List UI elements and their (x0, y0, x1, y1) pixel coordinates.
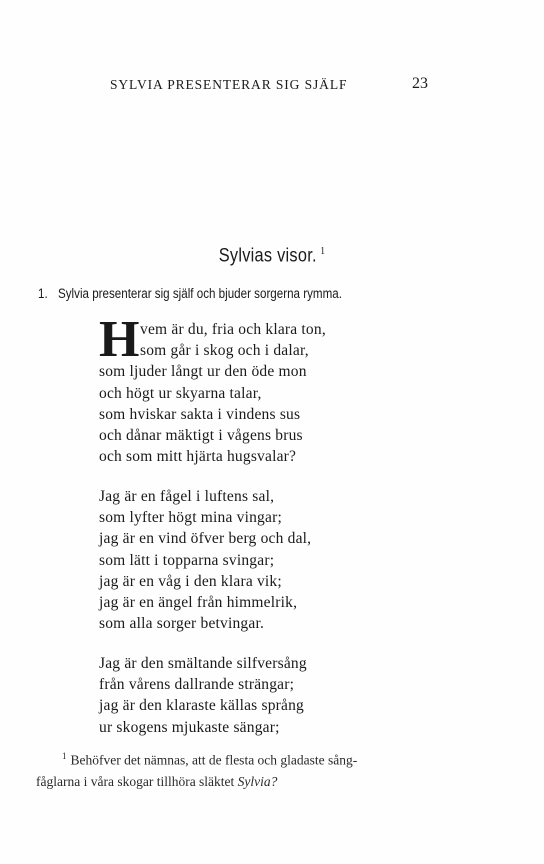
footnote-mark: 1 (62, 751, 67, 761)
verse-line: och dånar mäktigt i vågens brus (99, 427, 303, 445)
verse-line: jag är en vind öfver berg och dal, (99, 530, 312, 548)
verse-line: från vårens dallrande strängar; (99, 676, 295, 694)
verse-line: jag är den klaraste källas språng (99, 697, 305, 715)
verse-line: ur skogens mjukaste sängar; (99, 718, 280, 736)
footnote-reference: 1 (320, 245, 326, 257)
verse-line: vem är du, fria och klara ton, (140, 321, 326, 338)
song-heading (38, 286, 468, 301)
verse-line: som lätt i topparna svingar; (99, 551, 275, 569)
verse-line: och som mitt hjärta hugsvalar? (99, 448, 297, 466)
verse-line: jag är en våg i den klara vik; (99, 572, 282, 590)
footnote-line (36, 771, 506, 792)
stanza-2 (99, 486, 311, 634)
footnote (36, 746, 506, 792)
song-heading-text: Sylvia presenterar sig själf och bjuder sorgerna rymma. (58, 286, 342, 301)
page-number: 23 (412, 75, 428, 92)
verse-line: som lyfter högt mina vingar; (99, 509, 282, 527)
verse-line: Jag är den smältande silfversång (99, 655, 307, 672)
footnote-text: fåglarna i våra skogar tillhöra släktet (36, 773, 238, 789)
verse-line: Jag är en fågel i luftens sal, (99, 488, 275, 505)
running-head (0, 77, 544, 97)
verse-line: och högt ur skyarna talar, (99, 384, 262, 402)
footnote-emphasis: Sylvia? (237, 773, 278, 789)
drop-cap: H (99, 311, 140, 368)
song-number: 1. (38, 286, 48, 301)
verse-line: som alla sorger betvingar. (99, 615, 265, 633)
stanza-1 (99, 311, 326, 467)
footnote-text: Behöfver det nämnas, att de flesta och gladaste sång- (70, 752, 358, 768)
verse-line: som går i skog och i dalar, (140, 342, 309, 360)
poem-title-text: Sylvias visor. (218, 245, 317, 267)
stanza-3 (99, 653, 307, 738)
footnote-line (36, 746, 506, 771)
verse-line: som hviskar sakta i vindens sus (99, 405, 301, 423)
poem-title (38, 245, 506, 267)
running-title: SYLVIA PRESENTERAR SIG SJÄLF (110, 77, 348, 92)
verse-line: jag är en ängel från himmelrik, (99, 594, 298, 612)
verse-line: som ljuder långt ur den öde mon (99, 363, 307, 381)
